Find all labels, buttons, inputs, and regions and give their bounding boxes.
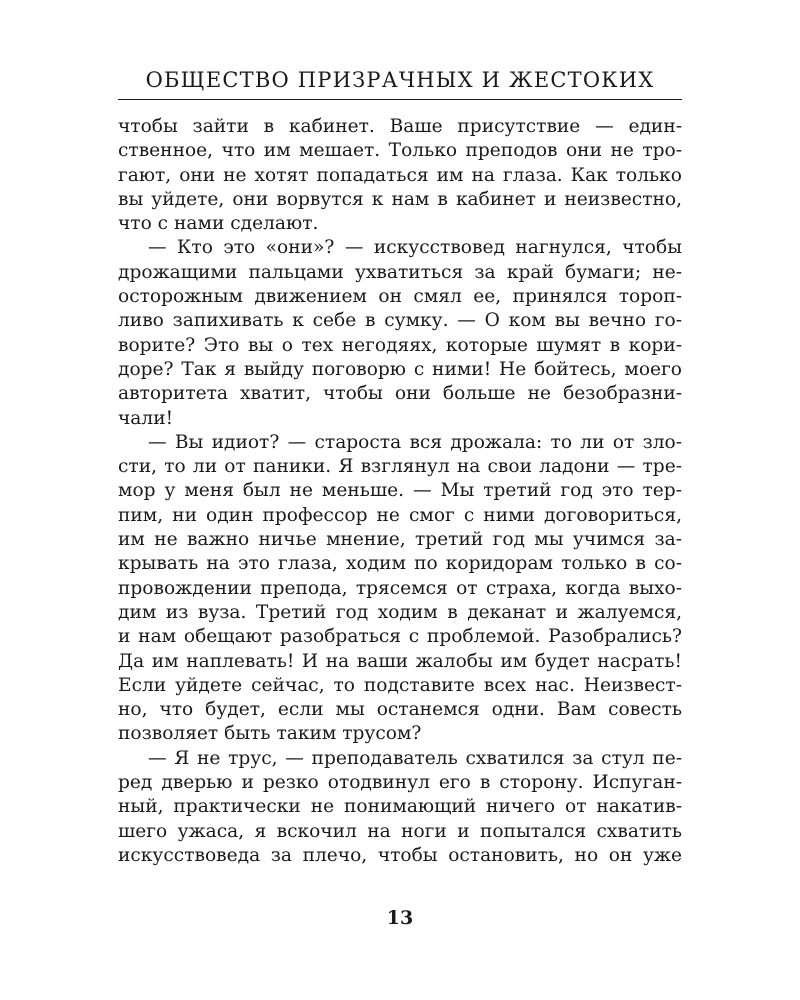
text-line: — Вы идиот? — староста вся дрожала: то ли от зло- [148, 431, 682, 453]
text-line: чали! [118, 407, 174, 429]
text-line: провождении препода, трясемся от страха, когда выхо- [118, 577, 682, 599]
text-line: Да им наплевать! И на ваши жалобы им будет насрать! [118, 650, 682, 672]
text-line: — Я не трус, — преподаватель схватился за стул пе- [148, 747, 682, 769]
text-line: но, что будет, если мы останемся одни. Вам совесть [118, 699, 682, 721]
running-header: ОБЩЕСТВО ПРИЗРАЧНЫХ И ЖЕСТОКИХ [145, 68, 655, 92]
text-line: доре? Так я выйду поговорю с ними! Не бойтесь, моего [118, 358, 682, 380]
text-line: дрожащими пальцами ухватиться за край бумаги; не- [118, 261, 682, 283]
text-line: им не важно ничье мнение, третий год мы учимся за- [118, 529, 682, 551]
text-line: мор у меня был не меньше. — Мы третий год это тер- [118, 480, 682, 502]
text-line: и нам обещают разобраться с проблемой. Разобрались? [118, 626, 682, 648]
text-line: сти, то ли от паники. Я взглянул на свои ладони — тре- [118, 456, 682, 478]
text-line: чтобы зайти в кабинет. Ваше присутствие — един- [118, 116, 682, 137]
text-line: крывать на это глаза, ходим по коридорам только в со- [118, 553, 682, 575]
text-line: позволяет быть таким трусом? [118, 723, 422, 745]
page-number: 13 [386, 907, 414, 929]
text-line: пим, ни один профессор не смог с ними договориться, [118, 504, 682, 526]
text-line: гают, они не хотят попадаться им на глаза. Как только [118, 164, 682, 186]
text-line: шего ужаса, я вскочил на ноги и попытался схватить [118, 820, 682, 842]
text-line: ственное, что им мешает. Только преподов они не тро- [118, 140, 682, 162]
text-line: ный, практически не понимающий ничего от накатив- [118, 796, 682, 818]
header-rule [118, 99, 682, 100]
text-line: ворите? Это вы о тех негодяях, которые шумят в кори- [118, 334, 682, 356]
text-line: ливо запихивать к себе в сумку. — О ком вы вечно го- [118, 310, 682, 332]
text-line: дим из вуза. Третий год ходим в деканат и жалуемся, [118, 601, 682, 623]
text-line: авторитета хватит, чтобы они больше не безобразни- [118, 383, 682, 405]
text-line: вы уйдете, они ворвутся к нам в кабинет и неизвестно, [118, 188, 682, 210]
text-line: Если уйдете сейчас, то подставите всех нас. Неизвест- [118, 674, 682, 696]
text-line: — Кто это «они»? — искусствовед нагнулся, чтобы [148, 237, 682, 259]
text-line: осторожным движением он смял ее, принялся тороп- [118, 286, 682, 308]
body-text [118, 115, 682, 868]
text-line: ред дверью и резко отодвинул его в сторону. Испуган- [118, 772, 682, 794]
text-line: что с нами сделают. [118, 213, 319, 235]
text-line: искусствоведа за плечо, чтобы остановить, но он уже [118, 844, 682, 866]
